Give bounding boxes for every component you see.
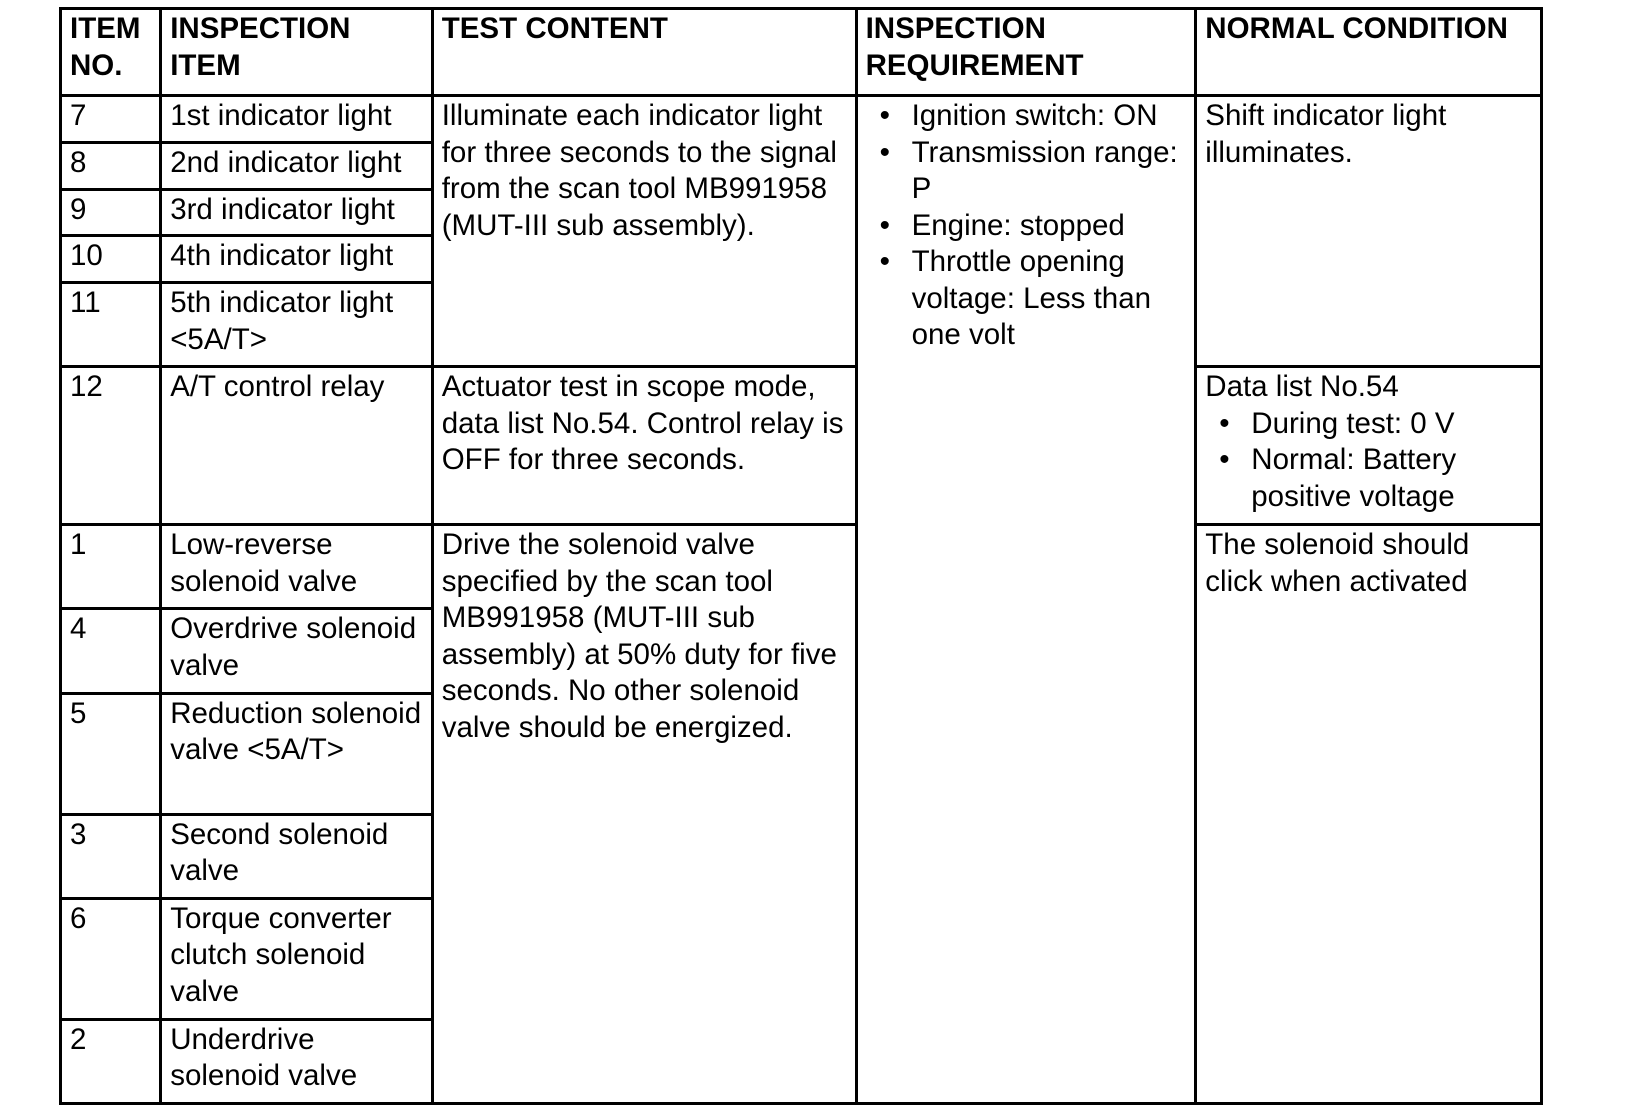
table-row <box>61 367 1542 525</box>
inspection-table <box>59 7 1543 1105</box>
inspection-item-cell: 1st indicator light <box>161 96 433 143</box>
list-item: • Throttle opening voltage: Less than one volt <box>866 244 1187 354</box>
normal-condition-solenoid: The solenoid should click when activated <box>1196 525 1542 1104</box>
item-no-cell: 1 <box>61 525 161 609</box>
item-no-cell: 7 <box>61 96 161 143</box>
inspection-requirement-cell <box>856 96 1196 1104</box>
list-item: • Transmission range: P <box>866 135 1187 208</box>
list-item: • Engine: stopped <box>866 208 1187 245</box>
table-row <box>61 96 1542 143</box>
inspection-item-cell: Underdrive solenoid valve <box>161 1019 433 1103</box>
relay-title: Data list No.54 <box>1205 370 1399 404</box>
item-no-cell: 10 <box>61 236 161 283</box>
inspection-item-cell: A/T control relay <box>161 367 433 525</box>
item-no-cell: 4 <box>61 609 161 693</box>
header-inspection-requirement: INSPECTION REQUIREMENT <box>856 9 1196 96</box>
item-no-cell: 12 <box>61 367 161 525</box>
header-item-no: ITEM NO. <box>61 9 161 96</box>
item-no-cell: 11 <box>61 283 161 367</box>
list-item: • Ignition switch: ON <box>866 98 1187 135</box>
list-item: • During test: 0 V <box>1205 406 1532 443</box>
header-inspection-item: INSPECTION ITEM <box>161 9 433 96</box>
item-no-cell: 5 <box>61 693 161 814</box>
inspection-item-cell: 3rd indicator light <box>161 190 433 236</box>
item-no-cell: 8 <box>61 143 161 190</box>
requirement-list <box>866 98 1187 354</box>
item-no-cell: 3 <box>61 814 161 898</box>
test-content-indicator: Illuminate each indicator light for three seconds to the signal from the scan tool MB991958 (MUT-III sub assembly). <box>432 96 856 367</box>
header-normal-condition: NORMAL CONDITION <box>1196 9 1542 96</box>
inspection-item-cell: 4th indicator light <box>161 236 433 283</box>
test-content-solenoid: Drive the solenoid valve specified by the scan tool MB991958 (MUT-III sub assembly) at 50% duty for five seconds. No other solenoid valve should be energized. <box>432 525 856 1104</box>
list-item: • Normal: Battery positive voltage <box>1205 442 1532 515</box>
table-row <box>61 525 1542 609</box>
item-no-cell: 2 <box>61 1019 161 1103</box>
header-row <box>61 9 1542 96</box>
normal-condition-relay <box>1196 367 1542 525</box>
test-content-relay: Actuator test in scope mode, data list No.54. Control relay is OFF for three seconds. <box>432 367 856 525</box>
item-no-cell: 6 <box>61 898 161 1019</box>
inspection-item-cell: Torque converter clutch solenoid valve <box>161 898 433 1019</box>
header-test-content: TEST CONTENT <box>432 9 856 96</box>
inspection-item-cell: Overdrive solenoid valve <box>161 609 433 693</box>
inspection-item-cell: 2nd indicator light <box>161 143 433 190</box>
relay-list <box>1205 406 1532 516</box>
item-no-cell: 9 <box>61 190 161 236</box>
inspection-item-cell: 5th indicator light <5A/T> <box>161 283 433 367</box>
normal-condition-indicator: Shift indicator light illuminates. <box>1196 96 1542 367</box>
inspection-item-cell: Low-reverse solenoid valve <box>161 525 433 609</box>
inspection-item-cell: Reduction solenoid valve <5A/T> <box>161 693 433 814</box>
inspection-item-cell: Second solenoid valve <box>161 814 433 898</box>
